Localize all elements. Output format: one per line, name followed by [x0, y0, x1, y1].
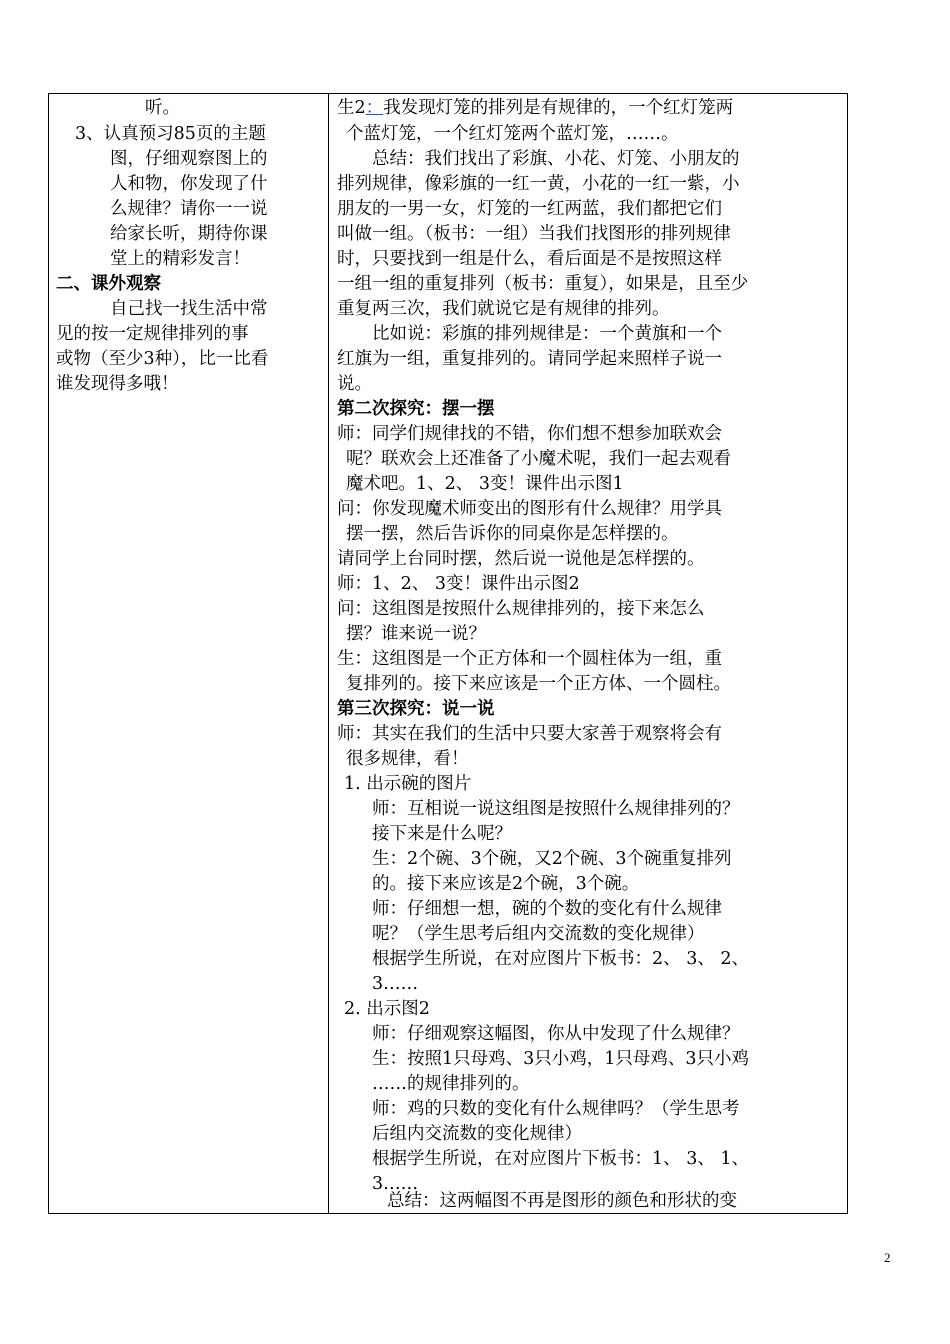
text-line: 师：1、2、 3变！课件出示图2	[337, 574, 580, 594]
text-line: 重复两三次，我们就说它是有规律的排列。	[337, 299, 670, 319]
text-line: 后组内交流数的变化规律）	[372, 1124, 582, 1144]
text-line: 师：互相说一说这组图是按照什么规律排列的？	[372, 799, 740, 819]
line-content: 我发现灯笼的排列是有规律的，一个红灯笼两	[383, 98, 734, 118]
text-line: 谁发现得多哦！	[56, 374, 179, 394]
section-heading: 二、课外观察	[56, 274, 161, 294]
text-line: 很多规律，看！	[346, 749, 469, 769]
text-line: ……的规律排列的。	[372, 1074, 530, 1094]
text-line: 摆？谁来说一说？	[346, 624, 486, 644]
text-line: 自己找一找生活中常	[110, 299, 268, 319]
text-line: 师：同学们规律找的不错，你们想不想参加联欢会	[337, 424, 722, 444]
text-line: 请同学上台同时摆，然后说一说他是怎样摆的。	[337, 549, 705, 569]
text-line: 问：你发现魔术师变出的图形有什么规律？用学具	[337, 499, 722, 519]
text-line: 或物（至少3种），比一比看	[56, 349, 269, 369]
text-line: 师：仔细观察这幅图，你从中发现了什么规律？	[372, 1024, 740, 1044]
text-line: 呢？（学生思考后组内交流数的变化规律）	[372, 924, 705, 944]
text-line: 总结：我们找出了彩旗、小花、灯笼、小朋友的	[372, 149, 740, 169]
text-line: 问：这组图是按照什么规律排列的，接下来怎么	[337, 599, 705, 619]
text-line: 么规律？请你一一说	[110, 199, 268, 219]
text-line: 的。接下来应该是2个碗，3个碗。	[372, 874, 640, 894]
text-line: 排列规律，像彩旗的一红一黄，小花的一红一紫，小	[337, 174, 740, 194]
text-line: 朋友的一男一女，灯笼的一红两蓝，我们都把它们	[337, 199, 722, 219]
text-line: 师：其实在我们的生活中只要大家善于观察将会有	[337, 724, 722, 744]
text-line: 师：鸡的只数的变化有什么规律吗？（学生思考	[372, 1099, 740, 1119]
text-line: 3、认真预习85页的主题	[75, 124, 266, 144]
speaker-label: 生2	[337, 98, 366, 118]
text-line: 见的按一定规律排列的事	[56, 324, 249, 344]
text-line: 总结：这两幅图不再是图形的颜色和形状的变	[387, 1191, 737, 1211]
text-line: 给家长听，期待你课	[110, 224, 268, 244]
text-line	[337, 96, 733, 121]
text-line: 接下来是什么呢？	[372, 824, 512, 844]
section-heading: 第三次探究：说一说	[337, 699, 495, 719]
text-line: 叫做一组。（板书：一组）当我们找图形的排列规律	[337, 224, 731, 244]
lesson-table	[48, 93, 848, 1214]
text-line: 根据学生所说，在对应图片下板书：1、 3、 1、	[372, 1149, 750, 1169]
text-line: 复排列的。接下来应该是一个正方体、一个圆柱。	[346, 674, 731, 694]
text-line: 3……	[372, 1174, 419, 1194]
text-line: 师：仔细想一想，碗的个数的变化有什么规律	[372, 899, 722, 919]
text-line: 人和物，你发现了什	[110, 174, 268, 194]
text-line: 图，仔细观察图上的	[110, 149, 268, 169]
text-line: 生：2个碗、3个碗，又2个碗、3个碗重复排列	[372, 849, 732, 869]
section-heading: 第二次探究：摆一摆	[337, 399, 495, 419]
text-line: 魔术吧。1、2、 3变！课件出示图1	[346, 474, 624, 494]
text-line: 红旗为一组，重复排列的。请同学起来照样子说一	[337, 349, 722, 369]
text-line: 说。	[337, 374, 372, 394]
text-line: 3……	[372, 974, 419, 994]
list-item: 2. 出示图2	[344, 999, 430, 1019]
page-number: 2	[884, 1250, 891, 1265]
text-line: 呢？联欢会上还准备了小魔术呢，我们一起去观看	[346, 449, 731, 469]
list-item: 1. 出示碗的图片	[344, 774, 472, 794]
text-line: 生：按照1只母鸡、3只小鸡，1只母鸡、3只小鸡	[372, 1049, 750, 1069]
text-line: 听。	[145, 98, 180, 118]
text-line: 生：这组图是一个正方体和一个圆柱体为一组，重	[337, 649, 722, 669]
text-line: 根据学生所说，在对应图片下板书：2、 3、 2、	[372, 949, 750, 969]
text-line: 堂上的精彩发言！	[110, 249, 250, 269]
text-line: 时，只要找到一组是什么，看后面是不是按照这样	[337, 249, 722, 269]
comment-link[interactable]: ：	[365, 98, 384, 118]
column-divider	[328, 94, 329, 1213]
text-line: 个蓝灯笼，一个红灯笼两个蓝灯笼，……。	[346, 124, 679, 144]
text-line: 一组一组的重复排列（板书：重复），如果是，且至少	[337, 274, 749, 294]
text-line: 比如说：彩旗的排列规律是：一个黄旗和一个	[372, 324, 722, 344]
text-line: 摆一摆，然后告诉你的同桌你是怎样摆的。	[346, 524, 679, 544]
